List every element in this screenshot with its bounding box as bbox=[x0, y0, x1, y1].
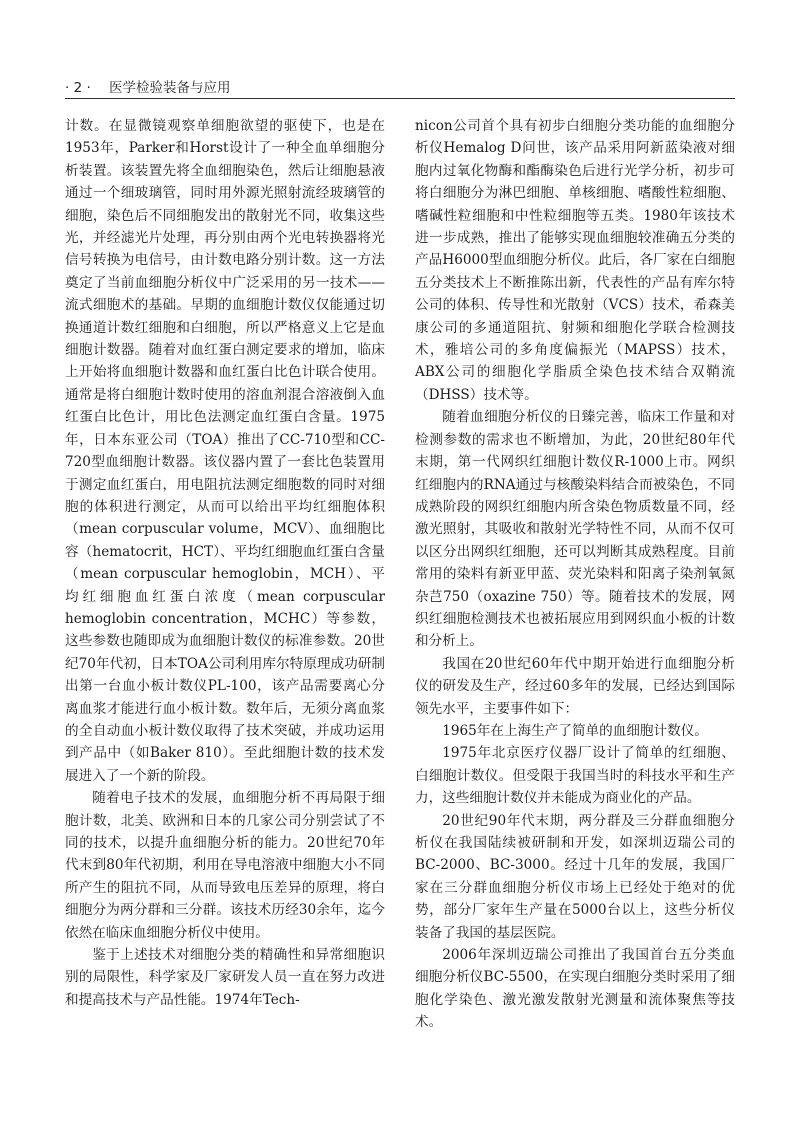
left-column bbox=[65, 115, 385, 1011]
paragraph: 20世纪90年代末期，两分群及三分群血细胞分析仪在我国陆续被研制和开发，如深圳迈瑞公司的BC-2000、BC-3000。经过十几年的发展，我国厂家在三分群血细胞分析仪市场上已经处于绝对的优势，部分厂家年生产量在5000台以上，这些分析仪装备了我国的基层医院。 bbox=[415, 812, 735, 941]
paragraph: 1965年在上海生产了简单的血细胞计数仪。 bbox=[442, 722, 708, 739]
paragraph: 随着血细胞分析仪的日臻完善，临床工作量和对检测参数的需求也不断增加，为此，20世纪80年代末期，第一代网织红细胞计数仪R-1000上市。网织红细胞内的RNA通过与核酸染料结合而被染色，不同成熟阶段的网织红细胞内所含染色物质数量不同，经激光照射，其吸收和散射光学特性不同，从而不仅可以区分出网织红细胞，还可以判断其成熟程度。目前常用的染料有新亚甲蓝、荧光染料和阳离子染剂氧氮杂芑750（oxazine 750）等。随着技术的发展，网织红细胞检测技术也被拓展应用到网织血小板的计数和分析上。 bbox=[415, 409, 735, 650]
paragraph: 计数。在显微镜观察单细胞欲望的驱使下，也是在1953年，Parker和Horst设计了一种全血单细胞分析装置。该装置先将全血细胞染色，然后让细胞悬液通过一个细玻璃管，同时用外源光照射流经玻璃管的细胞，染色后不同细胞发出的散射光不同，收集这些光，并经滤光片处理，再分别由两个光电转换器将光信号转换为电信号，由计数电路分别计数。这一方法奠定了当前血细胞分析仪中广泛采用的另一技术——流式细胞术的基础。早期的血细胞计数仪仅能通过切换通道计数红细胞和白细胞，所以严格意义上它是血细胞计数器。随着对血红蛋白测定要求的增加，临床上开始将血细胞计数器和血红蛋白比色计联合使用。通常是将白细胞计数时使用的溶血剂混合溶液倒入血红蛋白比色计，用比色法测定血红蛋白含量。1975年，日本东亚公司（TOA）推出了CC-710型和CC-720型血细胞计数器。该仪器内置了一套比色装置用于测定血红蛋白，用电阻抗法测定细胞数的同时对细胞的体积进行测定，从而可以给出平均红细胞体积（mean corpuscular volume，MCV）、血细胞比容（hematocrit，HCT）、平均红细胞血红蛋白含量（mean corpuscular hemoglobin，MCH）、平均红细胞血红蛋白浓度（mean corpuscular hemoglobin concentration，MCHC）等参数，这些参数也随即成为血细胞计数仪的标准参数。20世纪70年代初，日本TOA公司利用库尔特原理成功研制出第一台血小板计数仪PL-100，该产品需要离心分离血浆才能进行血小板计数。数年后，无须分离血浆的全自动血小板计数仪取得了技术突破，并成功运用到产品中（如Baker 810）。至此细胞计数的技术发展进入了一个新的阶段。 bbox=[65, 118, 385, 784]
paragraph: 我国在20世纪60年代中期开始进行血细胞分析仪的研发及生产，经过60多年的发展，已经达到国际领先水平，主要事件如下： bbox=[415, 655, 735, 717]
journal-title: 医学检验装备与应用 bbox=[109, 80, 231, 96]
running-header bbox=[65, 76, 735, 96]
paragraph: 随着电子技术的发展，血细胞分析不再局限于细胞计数，北美、欧洲和日本的几家公司分别尝试了不同的技术，以提升血细胞分析的能力。20世纪70年代末到80年代初期，利用在导电溶液中细胞大小不同所产生的阻抗不同，从而导致电压差异的原理，将白细胞分为两分群和三分群。该技术历经30余年，迄今依然在临床血细胞分析仪中使用。 bbox=[65, 790, 385, 941]
paragraph: nicon公司首个具有初步白细胞分类功能的血细胞分析仪Hemalog D问世，该产品采用阿新蓝染液对细胞内过氧化物酶和酯酶染色后进行光学分析，初步可将白细胞分为淋巴细胞、单核细胞、嗜酸性粒细胞、嗜碱性粒细胞和中性粒细胞等五类。1980年该技术进一步成熟，推出了能够实现血细胞较准确五分类的产品H6000型血细胞分析仪。此后，各厂家在白细胞五分类技术上不断推陈出新，代表性的产品有库尔特公司的体积、传导性和光散射（VCS）技术，希森美康公司的多通道阻抗、射频和细胞化学联合检测技术，雅培公司的多角度偏振光（MAPSS）技术，ABX公司的细胞化学脂质全染色技术结合双鞘流（DHSS）技术等。 bbox=[415, 118, 735, 403]
header-rule bbox=[65, 98, 735, 99]
page-number: · 2 · bbox=[65, 80, 91, 96]
paragraph: 2006年深圳迈瑞公司推出了我国首台五分类血细胞分析仪BC-5500，在实现白细胞分类时采用了细胞化学染色、激光激发散射光测量和流体聚焦等技术。 bbox=[415, 947, 735, 1031]
paragraph: 1975年北京医疗仪器厂设计了简单的红细胞、白细胞计数仪。但受限于我国当时的科技水平和生产力，这些细胞计数仪并未能成为商业化的产品。 bbox=[415, 745, 735, 807]
right-column bbox=[415, 115, 735, 1034]
paragraph: 鉴于上述技术对细胞分类的精确性和异常细胞识别的局限性，科学家及厂家研发人员一直在努力改进和提高技术与产品性能。1974年Tech- bbox=[65, 947, 385, 1008]
